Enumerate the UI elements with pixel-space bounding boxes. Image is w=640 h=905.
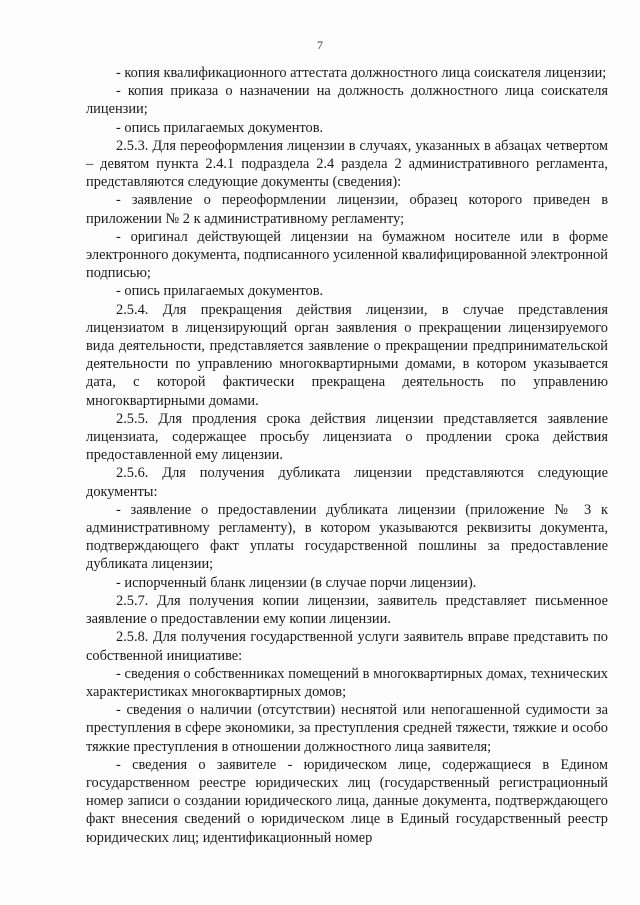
list-item-legal-entity-info: - сведения о заявителе - юридическом лице, содержащиеся в Едином государственном реестре юридических лиц (государственный регистрационный номер записи о создании юридического лица, данные документа, подтверждающего факт внесения сведений о юридическом лице в Единый государственный реестр юридических лиц; идентификационный номер (86, 756, 608, 846)
body-text (86, 64, 608, 847)
clause-2-5-8: 2.5.8. Для получения государственной услуги заявитель вправе представить по собственной инициативе: (86, 629, 608, 664)
clause-2-5-3: 2.5.3. Для переоформления лицензии в случаях, указанных в абзацах четвертом – девятом пункта 2.4.1 подраздела 2.4 раздела 2 административного регламента, представляются следующие документы (сведения): (86, 137, 608, 191)
list-item-damaged-form: - испорченный бланк лицензии (в случае порчи лицензии). (116, 574, 477, 591)
page-number: 7 (317, 38, 323, 52)
list-item-appointment-order: - копия приказа о назначении на должность должностного лица соискателя лицензии; (86, 83, 608, 118)
list-item-document-inventory: - опись прилагаемых документов. (116, 119, 324, 136)
list-item-duplicate-application: - заявление о предоставлении дубликата лицензии (приложение № 3 к административному регламенту), в котором указываются реквизиты документа, подтверждающего факт уплаты государственной пошлины за предоставление дубликата лицензии; (86, 501, 608, 573)
list-item-criminal-record-info: - сведения о наличии (отсутствии) неснятой или непогашенной судимости за преступления в сфере экономики, за преступления средней тяжести, тяжкие и особо тяжкие преступления в отношении должностного лица заявителя; (86, 702, 608, 755)
list-item-qualification-certificate: - копия квалификационного аттестата должностного лица соискателя лицензии; (116, 65, 607, 81)
list-item-reissue-application: - заявление о переоформлении лицензии, образец которого приведен в приложении № 2 к административному регламенту; (86, 192, 608, 227)
clause-2-5-5: 2.5.5. Для продления срока действия лицензии представляется заявление лицензиата, содержащее просьбу лицензиата о продлении срока действия предоставленной ему лицензии. (86, 410, 608, 464)
clause-2-5-6: 2.5.6. Для получения дубликата лицензии представляются следующие документы: (86, 465, 608, 500)
clause-2-5-4: 2.5.4. Для прекращения действия лицензии, в случае представления лицензиатом в лицензирующий орган заявления о прекращении лицензируемого вида деятельности, представляется заявление о прекращении предпринимательской деятельности по управлению многоквартирными домами, в котором указывается дата, с которой фактически прекращена деятельность по управлению многоквартирными домами. (86, 301, 608, 409)
list-item-owners-info: - сведения о собственниках помещений в многоквартирных домах, технических характеристиках многоквартирных домов; (86, 665, 608, 700)
list-item-document-inventory-2: - опись прилагаемых документов. (116, 283, 324, 300)
clause-2-5-7: 2.5.7. Для получения копии лицензии, заявитель представляет письменное заявление о предоставлении ему копии лицензии. (86, 592, 608, 628)
list-item-original-license: - оригинал действующей лицензии на бумажном носителе или в форме электронного документа, подписанного усиленной квалифицированной электронной подписью; (86, 228, 608, 282)
